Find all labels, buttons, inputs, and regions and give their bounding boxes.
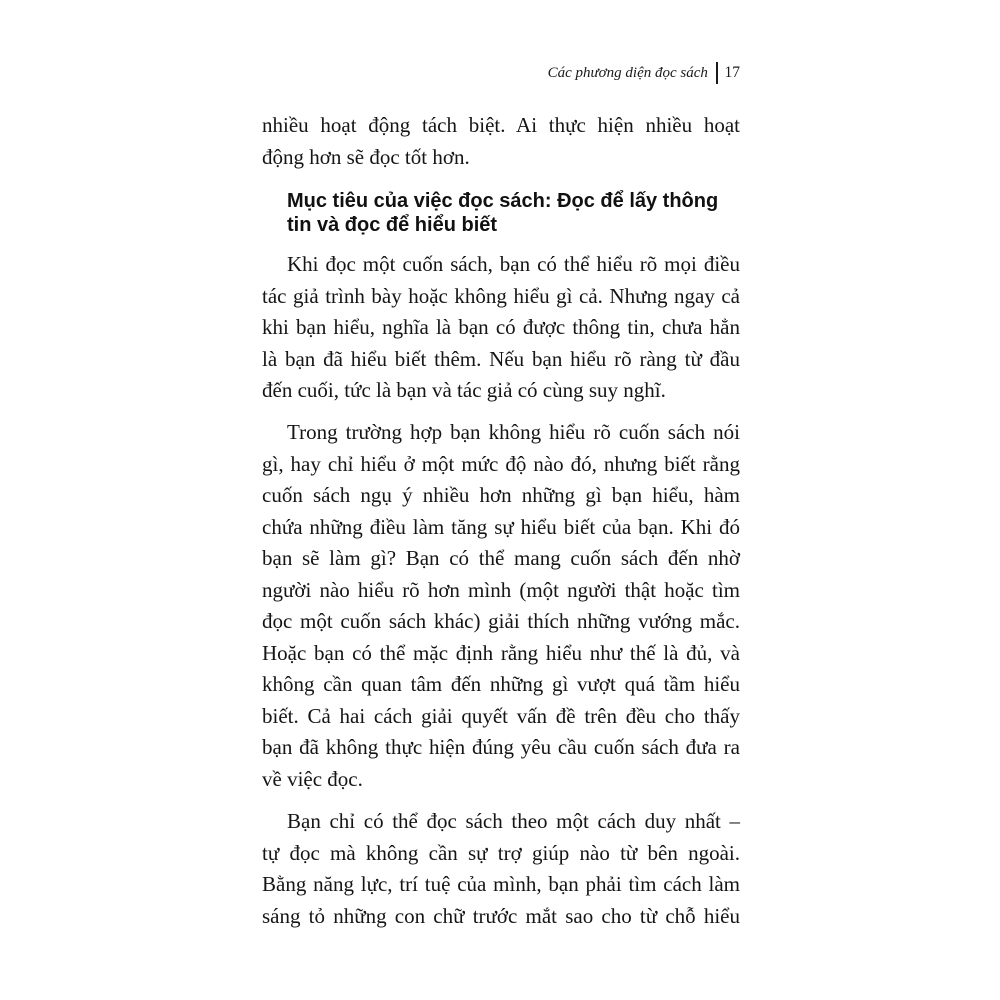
text-line: tự đọc mà không cần sự trợ giúp nào từ bên ngoài. [262,840,740,865]
text-line: cuốn sách ngụ ý nhiều hơn những gì bạn hiểu, hàm [262,483,740,507]
body-paragraph [262,249,740,407]
text-line: đọc một cuốn sách khác) giải thích những vướng mắc. [262,609,740,633]
text-line: chứa những điều làm tăng sự hiểu biết của bạn. Khi đó [262,514,740,539]
text-line: không cần quan tâm đến những gì vượt quá tầm hiểu [262,672,740,696]
section-heading [287,189,740,237]
body-paragraph [262,417,740,795]
text-line: bạn sẽ làm gì? Bạn có thể mang cuốn sách đến nhờ [262,546,740,570]
text-line: về việc đọc. [262,766,363,791]
continuation-paragraph [262,110,740,173]
heading-line: tin và đọc để hiểu biết [287,214,498,236]
text-line: Trong trường hợp bạn không hiểu rõ cuốn sách nói [287,420,740,444]
text-line: Bạn chỉ có thể đọc sách theo một cách duy nhất – [287,809,740,833]
text-line: động hơn sẽ đọc tốt hơn. [262,144,470,169]
running-header-title: Các phương diện đọc sách [547,65,708,81]
header-divider [716,62,718,84]
text-line: bạn đã không thực hiện đúng yêu cầu cuốn sách đưa ra [262,735,740,759]
text-line: nhiều hoạt động tách biệt. Ai thực hiện nhiều hoạt [262,113,740,137]
text-line: khi bạn hiểu, nghĩa là bạn có được thông tin, chưa hẳn [262,315,740,339]
text-line: tác giả trình bày hoặc không hiểu gì cả. Nhưng ngay cả [262,283,740,308]
text-line: người nào hiểu rõ hơn mình (một người thật hoặc tìm [262,577,740,602]
text-line: Hoặc bạn có thể mặc định rằng hiểu như thế là đủ, và [262,640,740,665]
text-line: biết. Cả hai cách giải quyết vấn đề trên đều cho thấy [262,703,740,728]
text-line: sáng tỏ những con chữ trước mắt sao cho từ chỗ hiểu [262,903,740,928]
running-header [548,60,740,86]
text-line: gì, hay chỉ hiểu ở một mức độ nào đó, nhưng biết rằng [262,451,740,476]
heading-line: Mục tiêu của việc đọc sách: Đọc để lấy thông [287,190,719,212]
text-line: đến cuối, tức là bạn và tác giả có cùng suy nghĩ. [262,378,666,402]
body-paragraph [262,806,740,932]
text-line: Bằng năng lực, trí tuệ của mình, bạn phải tìm cách làm [262,872,740,896]
page-number: 17 [724,64,740,81]
text-line: là bạn đã hiểu biết thêm. Nếu bạn hiểu rõ ràng từ đầu [262,346,740,371]
text-line: Khi đọc một cuốn sách, bạn có thể hiểu rõ mọi điều [287,252,740,276]
